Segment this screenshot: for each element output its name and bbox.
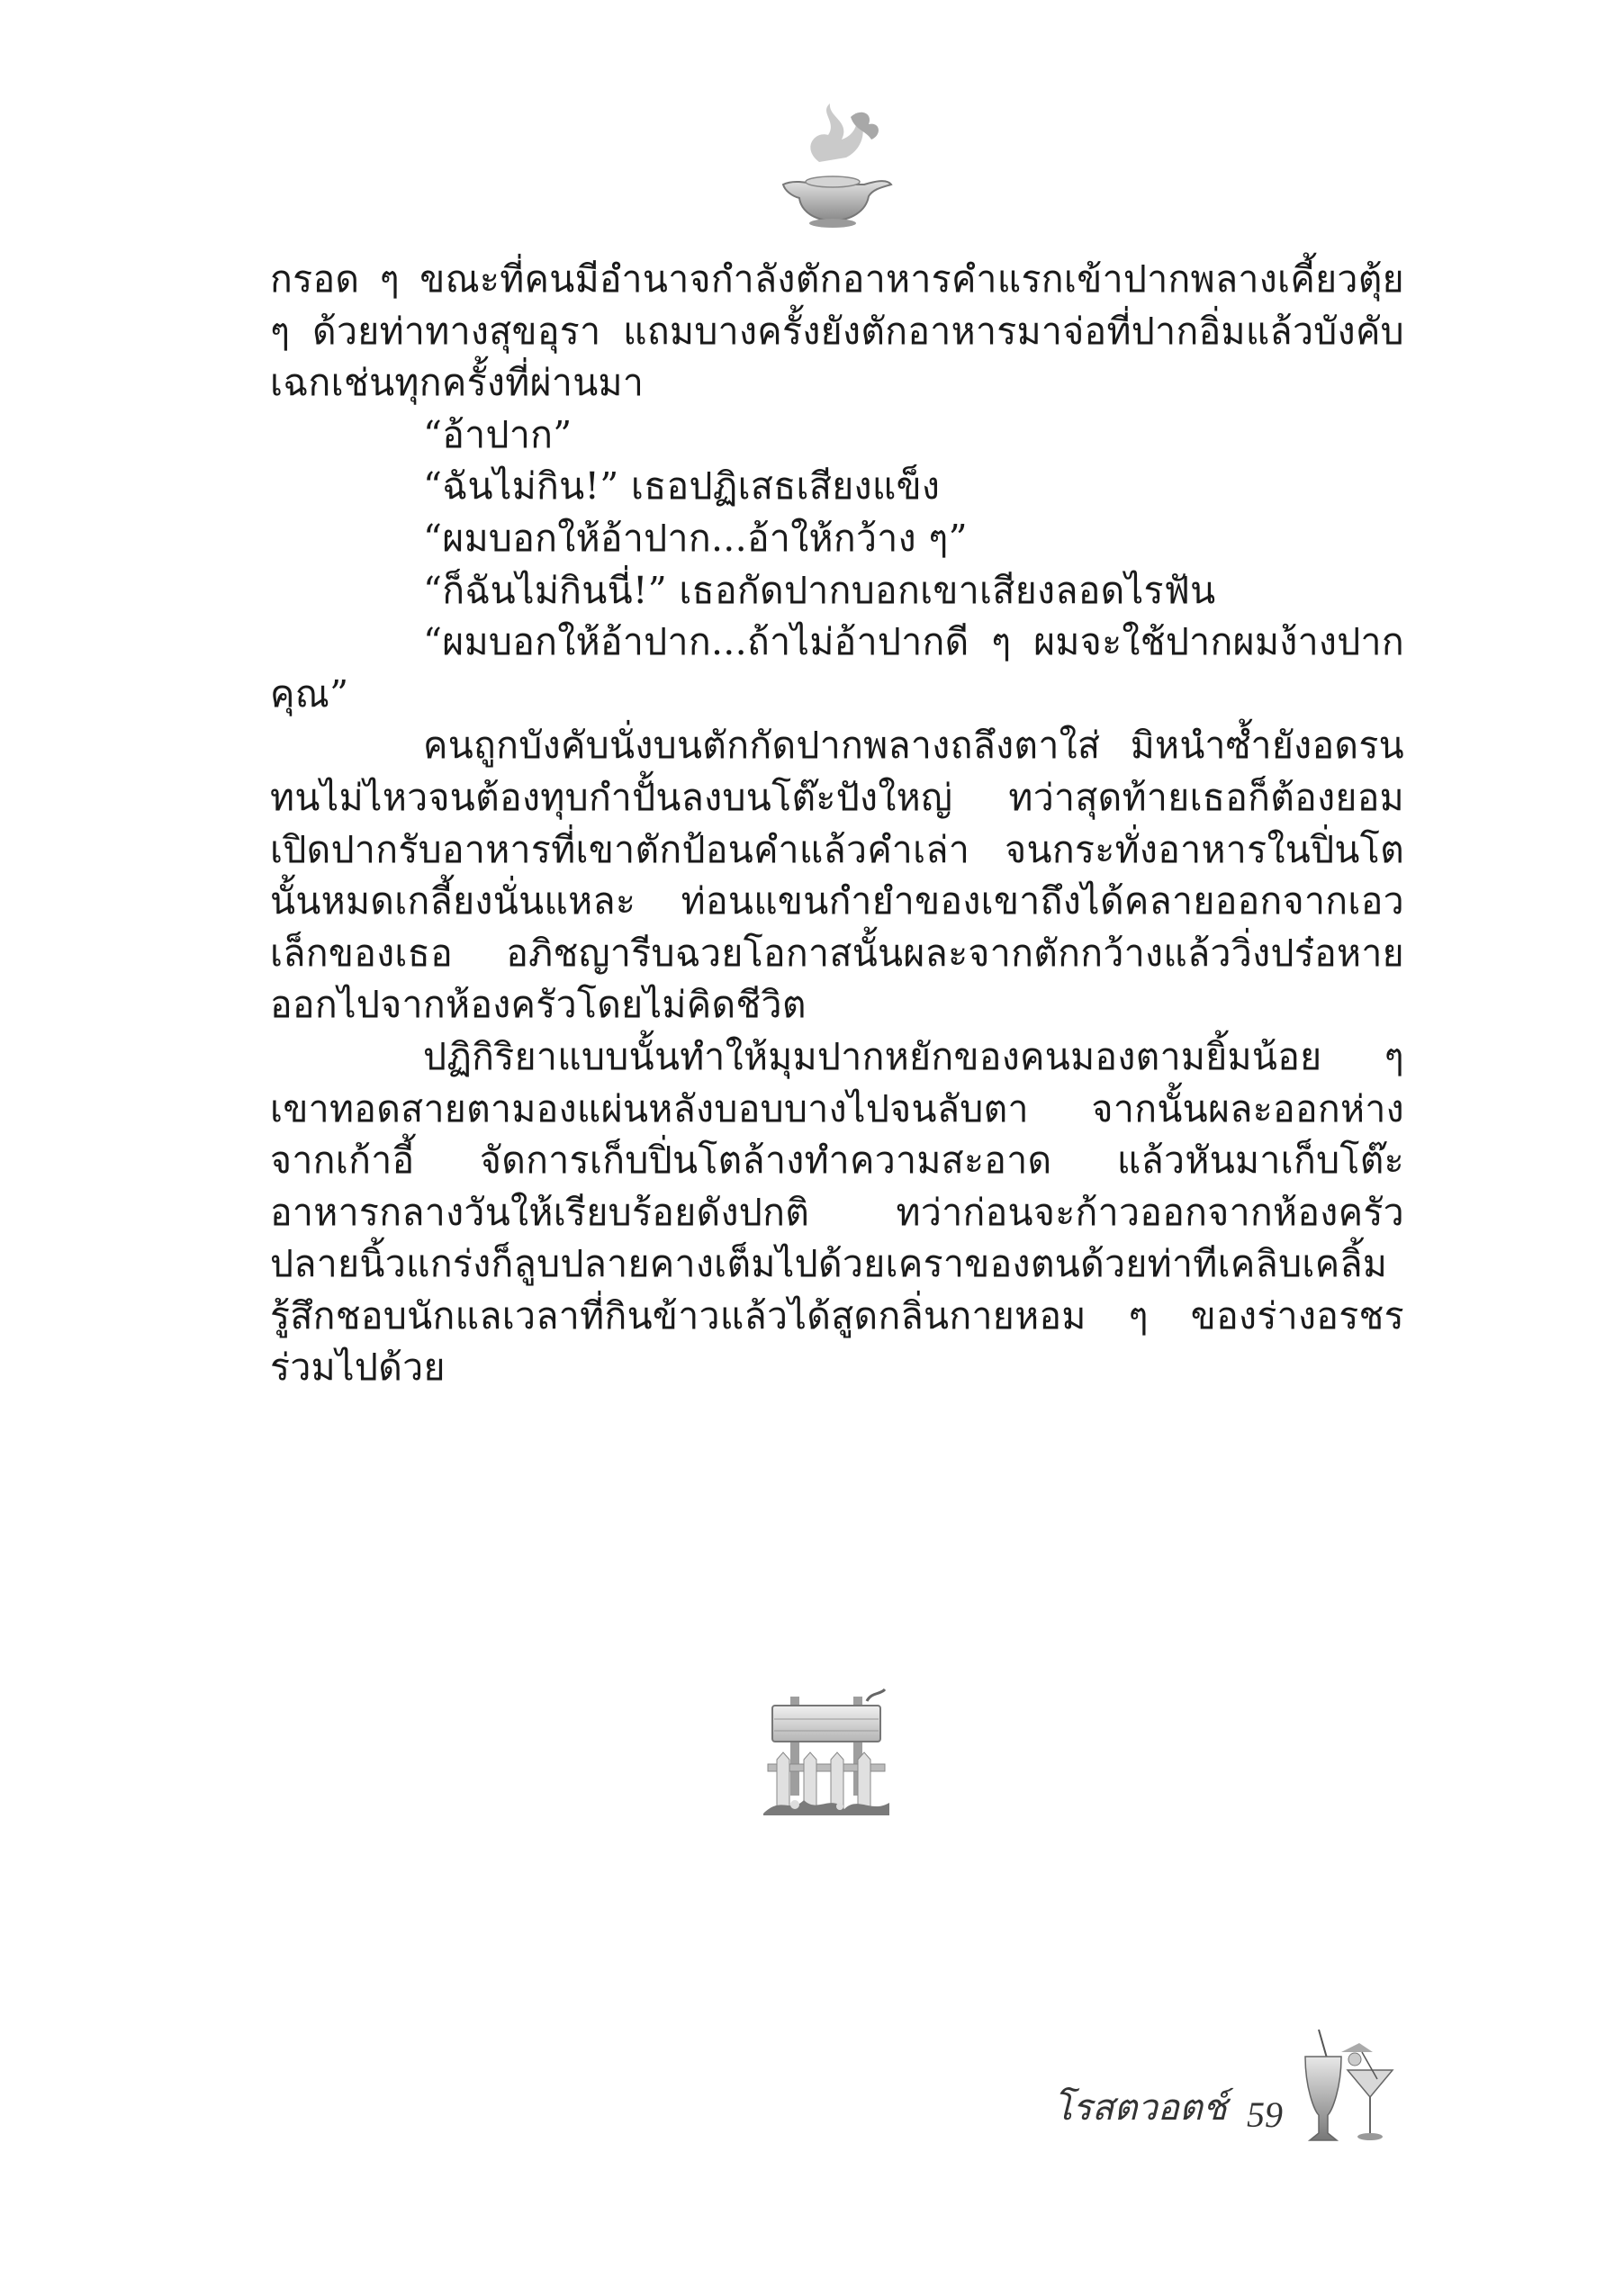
page-footer bbox=[1053, 2066, 1400, 2147]
dialogue-line-5: “ผมบอกให้อ้าปาก...ถ้าไม่อ้าปากดี ๆ ผมจะใช้ปากผมง้างปาก คุณ” bbox=[270, 620, 1404, 716]
paragraph-3: ปฏิกิริยาแบบนั้นทำให้มุมปากหยักของคนมองตามยิ้มน้อย ๆ เขาทอดสายตามองแผ่นหลังบอบบางไปจนลับตา จากนั้นผละออกห่างจากเก้าอี้ จัดการเก็บปิ่นโตล้างทำความสะอาด แล้วหันมาเก็บโต๊ะอาหารกลางวันให้เรียบร้อยดังปกติ ทว่าก่อนจะก้าวออกจากห้องครัว ปลายนิ้วแกร่งก็ลูบปลายคางเต็มไปด้วยเคราของตนด้วยท่าทีเคลิบเคลิ้ม รู้สึกชอบนักแลเวลาที่กินข้าวแล้วได้สูดกลิ่นกายหอม ๆ ของร่างอรชรร่วมไปด้วย bbox=[270, 1034, 1404, 1390]
dialogue-line-3: “ผมบอกให้อ้าปาก...อ้าให้กว้าง ๆ” bbox=[423, 516, 968, 560]
teapot-steam-icon bbox=[765, 99, 900, 234]
wooden-sign-fence-icon bbox=[754, 1679, 898, 1823]
page-number: 59 bbox=[1246, 2094, 1283, 2135]
paragraph-2: คนถูกบังคับนั่งบนตักกัดปากพลางถลึงตาใส่ มิหนำซ้ำยังอดรนทนไม่ไหวจนต้องทุบกำปั้นลงบนโต๊ะปังใหญ่ ทว่าสุดท้ายเธอก็ต้องยอมเปิดปากรับอาหารที่เขาตักป้อนคำแล้วคำเล่า จนกระทั่งอาหารในปิ่นโตนั้นหมดเกลี้ยงนั่นแหละ ท่อนแขนกำยำของเขาถึงได้คลายออกจากเอวเล็กของเธอ อภิชญารีบฉวยโอกาสนั้นผละจากตักกว้างแล้ววิ่งปร๋อหายออกไปจากห้องครัวโดยไม่คิดชีวิต bbox=[270, 724, 1404, 1027]
paragraph-1: กรอด ๆ ขณะที่คนมีอำนาจกำลังตักอาหารคำแรกเข้าปากพลางเคี้ยวตุ้ย ๆ ด้วยท่าทางสุขอุรา แถมบางครั้งยังตักอาหารมาจ่อที่ปากอิ่มแล้วบังคับเฉกเช่นทุกครั้งที่ผ่านมา bbox=[270, 257, 1404, 405]
dialogue-line-4: “ก็ฉันไม่กินนี่!” เธอกัดปากบอกเขาเสียงลอดไรฟัน bbox=[423, 568, 1216, 612]
running-title: โรสตวอตช์ bbox=[1053, 2087, 1227, 2129]
dialogue-line-2: “ฉันไม่กิน!” เธอปฏิเสธเสียงแข็ง bbox=[423, 464, 941, 509]
cocktail-glasses-icon bbox=[1292, 2025, 1400, 2147]
dialogue-line-1: “อ้าปาก” bbox=[423, 412, 573, 456]
body-text bbox=[270, 254, 1404, 1394]
